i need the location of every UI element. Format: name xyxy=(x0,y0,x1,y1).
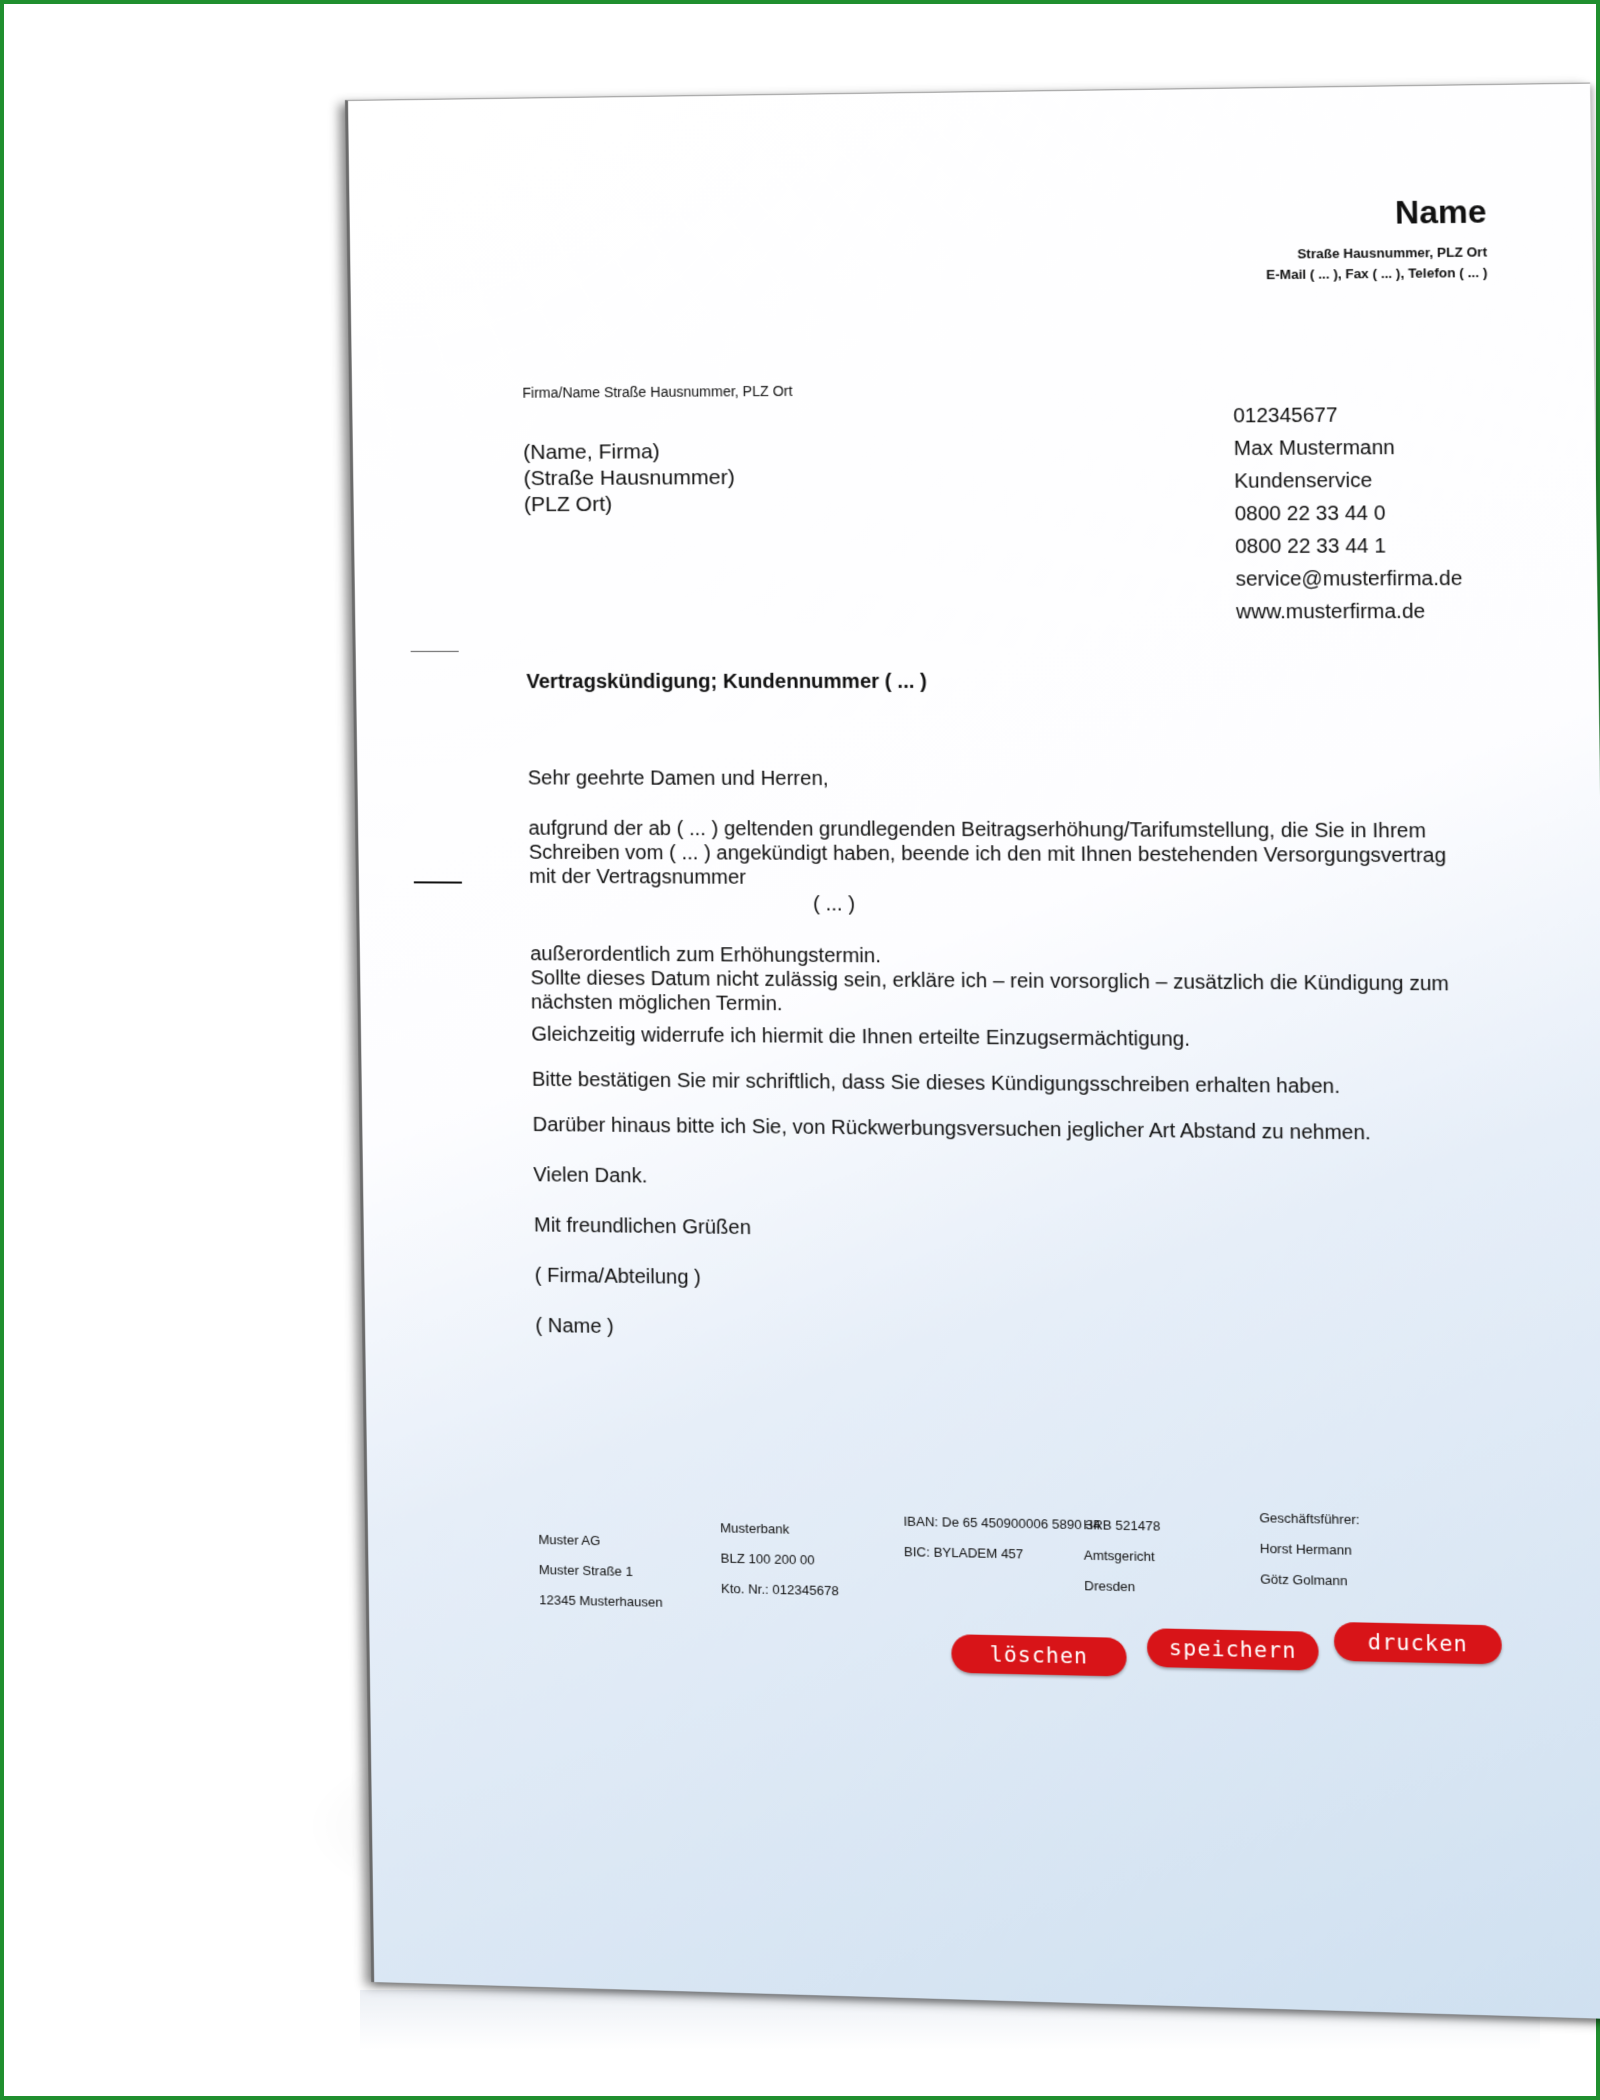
recipient-name: (Name, Firma) xyxy=(523,440,660,465)
recipient-block xyxy=(523,439,735,519)
body-paragraph-3: Gleichzeitig widerrufe ich hiermit die Ihnen erteilte Einzugsermächtigung. xyxy=(531,1023,1191,1051)
footer-iban xyxy=(903,1506,1101,1571)
return-address: Firma/Name Straße Hausnummer, PLZ Ort xyxy=(522,382,793,401)
fold-mark-middle xyxy=(414,881,462,883)
fax-number: 0800 22 33 44 1 xyxy=(1235,535,1387,559)
letter-subject: Vertragskündigung; Kundennummer ( ... ) xyxy=(526,670,928,694)
print-button[interactable]: drucken xyxy=(1334,1622,1502,1665)
footer-bic: BIC: BYLADEM 457 xyxy=(903,1543,1024,1562)
letter-sheet xyxy=(345,83,1600,2020)
delete-button[interactable]: löschen xyxy=(951,1634,1127,1676)
save-button[interactable]: speichern xyxy=(1147,1628,1319,1671)
department: Kundenservice xyxy=(1234,469,1373,493)
body-paragraph-4: Bitte bestätigen Sie mir schriftlich, dass Sie dieses Kündigungsschreiben erhalten haben. xyxy=(531,1068,1341,1099)
footer-court: Amtsgericht xyxy=(1083,1547,1155,1565)
footer-manager-1: Horst Hermann xyxy=(1259,1540,1352,1558)
footer-company-city: 12345 Musterhausen xyxy=(539,1592,663,1610)
info-block xyxy=(1233,398,1463,628)
footer-iban-number: IBAN: De 65 450900006 5890 34 xyxy=(903,1513,1101,1533)
footer-company xyxy=(538,1525,663,1618)
body-paragraph-2-line-1: außerordentlich zum Erhöhungstermin. xyxy=(530,943,882,968)
footer-company-name: Muster AG xyxy=(538,1531,601,1549)
footer-court-city: Dresden xyxy=(1084,1578,1136,1595)
body-paragraph-2-line-2: Sollte dieses Datum nicht zulässig sein, erkläre ich – rein vorsorglich – zusätzlich die Kündigung zum nächsten möglichen Termin. xyxy=(530,967,1450,1016)
sender-name: Name xyxy=(1394,192,1487,231)
sender-address: Straße Hausnummer, PLZ Ort xyxy=(1297,244,1488,262)
body-paragraph-1: aufgrund der ab ( ... ) geltenden grundlegenden Beitragserhöhung/Tarifumstellung, die Sie in Ihrem Schreiben vom ( ... ) angekündigt haben, beende ich den mit Ihnen bestehenden Versorgungsvertrag mit der Vertragsnummer xyxy=(528,817,1447,889)
recipient-city: (PLZ Ort) xyxy=(523,492,613,517)
signature-company: ( Firma/Abteilung ) xyxy=(534,1264,702,1289)
footer-bank-code: BLZ 100 200 00 xyxy=(720,1550,815,1568)
sender-contact: E-Mail ( ... ), Fax ( ... ), Telefon ( ... ) xyxy=(1266,264,1488,283)
recipient-street: (Straße Hausnummer) xyxy=(523,465,735,491)
salutation: Sehr geehrte Damen und Herren, xyxy=(527,767,829,791)
website: www.musterfirma.de xyxy=(1235,600,1426,624)
footer-management-label: Geschäftsführer: xyxy=(1259,1510,1360,1528)
body-paragraph-5: Darüber hinaus bitte ich Sie, von Rückwerbungsversuchen jeglicher Art Abstand zu nehmen. xyxy=(532,1113,1371,1145)
footer-bank-name: Musterbank xyxy=(720,1520,790,1537)
fold-mark-top xyxy=(411,651,459,652)
closing: Mit freundlichen Grüßen xyxy=(533,1214,752,1240)
footer-hrb: HRB 521478 xyxy=(1083,1516,1161,1534)
contract-number-placeholder: ( ... ) xyxy=(812,893,856,916)
signature-name: ( Name ) xyxy=(535,1314,615,1339)
thanks-line: Vielen Dank. xyxy=(533,1164,648,1188)
phone-number: 0800 22 33 44 0 xyxy=(1234,502,1386,526)
footer-account-number: Kto. Nr.: 012345678 xyxy=(720,1580,839,1599)
email-address: service@musterfirma.de xyxy=(1235,567,1463,591)
footer-bank xyxy=(720,1513,839,1606)
footer-company-street: Muster Straße 1 xyxy=(538,1562,633,1580)
customer-number: 012345677 xyxy=(1233,404,1338,428)
footer-manager-2: Götz Golmann xyxy=(1260,1571,1348,1589)
footer-management xyxy=(1259,1503,1361,1597)
contact-person: Max Mustermann xyxy=(1233,436,1396,461)
body-paragraph-2 xyxy=(530,942,1456,1021)
footer-register xyxy=(1083,1510,1161,1603)
